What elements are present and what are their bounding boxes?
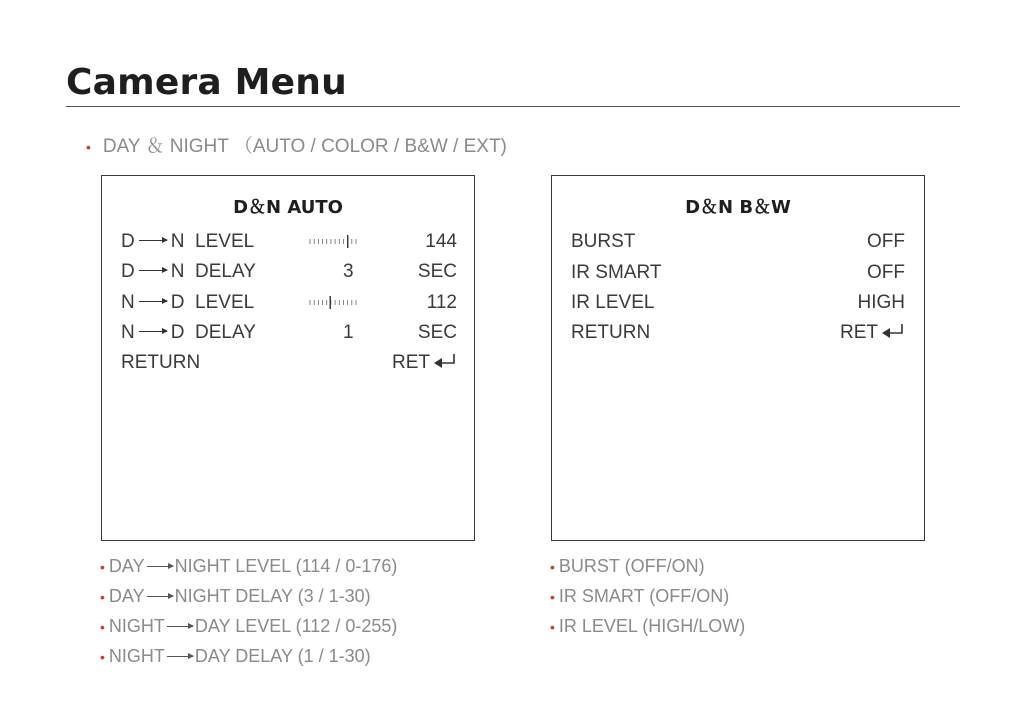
note-item: • DAY NIGHT DELAY (3 / 1-30)	[100, 586, 371, 606]
bullet-dot-icon: •	[550, 619, 555, 635]
title-divider	[66, 106, 960, 107]
row-label: N D LEVEL	[121, 292, 255, 313]
return-arrow-icon	[881, 323, 905, 339]
subtitle-text: DAY ＆ NIGHT （AUTO / COLOR / B&W / EXT)	[102, 136, 507, 157]
menu-row-return[interactable]	[571, 322, 905, 344]
row-label: IR LEVEL	[571, 292, 655, 313]
menu-row-d-n-level[interactable]	[121, 231, 457, 253]
bullet-dot-icon: •	[100, 649, 105, 665]
right-arrow-icon	[139, 240, 167, 241]
menu-row-d-n-delay[interactable]	[121, 261, 457, 283]
menu-row-ir-level[interactable]	[571, 292, 905, 314]
bullet-dot-icon: •	[550, 559, 555, 575]
row-label: D N LEVEL	[121, 231, 255, 252]
row-amount: 1	[343, 322, 354, 343]
right-arrow-icon	[147, 596, 173, 597]
bullet-dot-icon: •	[100, 589, 105, 605]
bullet-dot-icon: •	[100, 559, 105, 575]
row-value: OFF	[867, 262, 905, 283]
row-label: BURST	[571, 231, 636, 252]
row-value: SEC	[417, 322, 457, 343]
right-arrow-icon	[167, 626, 193, 627]
dn-bw-menu-title: D＆N B＆W	[685, 197, 791, 218]
menu-row-burst[interactable]	[571, 231, 905, 253]
right-arrow-icon	[139, 270, 167, 271]
right-arrow-icon	[167, 656, 193, 657]
note-item: • IR SMART (OFF/ON)	[550, 586, 730, 606]
row-label: IR SMART	[571, 262, 662, 283]
row-value: 112	[426, 292, 457, 313]
level-slider-icon	[309, 295, 357, 309]
level-slider-icon	[309, 234, 357, 248]
menu-row-n-d-delay[interactable]	[121, 322, 457, 344]
bullet-dot-icon: •	[86, 139, 91, 155]
row-value: RET	[392, 352, 457, 374]
row-label: RETURN	[121, 352, 201, 373]
right-arrow-icon	[147, 566, 173, 567]
row-amount: 3	[343, 261, 354, 282]
note-item: • BURST (OFF/ON)	[550, 556, 705, 576]
dn-auto-menu	[101, 175, 475, 541]
row-value: OFF	[867, 231, 905, 252]
note-item: • DAY NIGHT LEVEL (114 / 0-176)	[100, 556, 398, 576]
row-label: N D DELAY	[121, 322, 256, 343]
menu-row-n-d-level[interactable]	[121, 292, 457, 314]
note-item: • NIGHT DAY LEVEL (112 / 0-255)	[100, 616, 398, 636]
menu-row-ir-smart[interactable]	[571, 262, 905, 284]
row-value: 144	[425, 231, 457, 252]
dn-bw-menu	[551, 175, 925, 541]
page-title: Camera Menu	[66, 62, 347, 103]
row-value: RET	[840, 322, 905, 344]
menu-row-return[interactable]	[121, 352, 457, 374]
row-value: SEC	[417, 261, 457, 282]
return-arrow-icon	[433, 353, 457, 369]
bullet-dot-icon: •	[100, 619, 105, 635]
right-arrow-icon	[139, 331, 167, 332]
row-label: RETURN	[571, 322, 651, 343]
row-value: HIGH	[857, 292, 905, 313]
dn-auto-menu-title: D＆N AUTO	[233, 197, 343, 218]
bullet-dot-icon: •	[550, 589, 555, 605]
row-label: D N DELAY	[121, 261, 256, 282]
section-subtitle	[86, 131, 507, 158]
note-item: • NIGHT DAY DELAY (1 / 1-30)	[100, 646, 371, 666]
note-item: • IR LEVEL (HIGH/LOW)	[550, 616, 746, 636]
right-arrow-icon	[139, 301, 167, 302]
